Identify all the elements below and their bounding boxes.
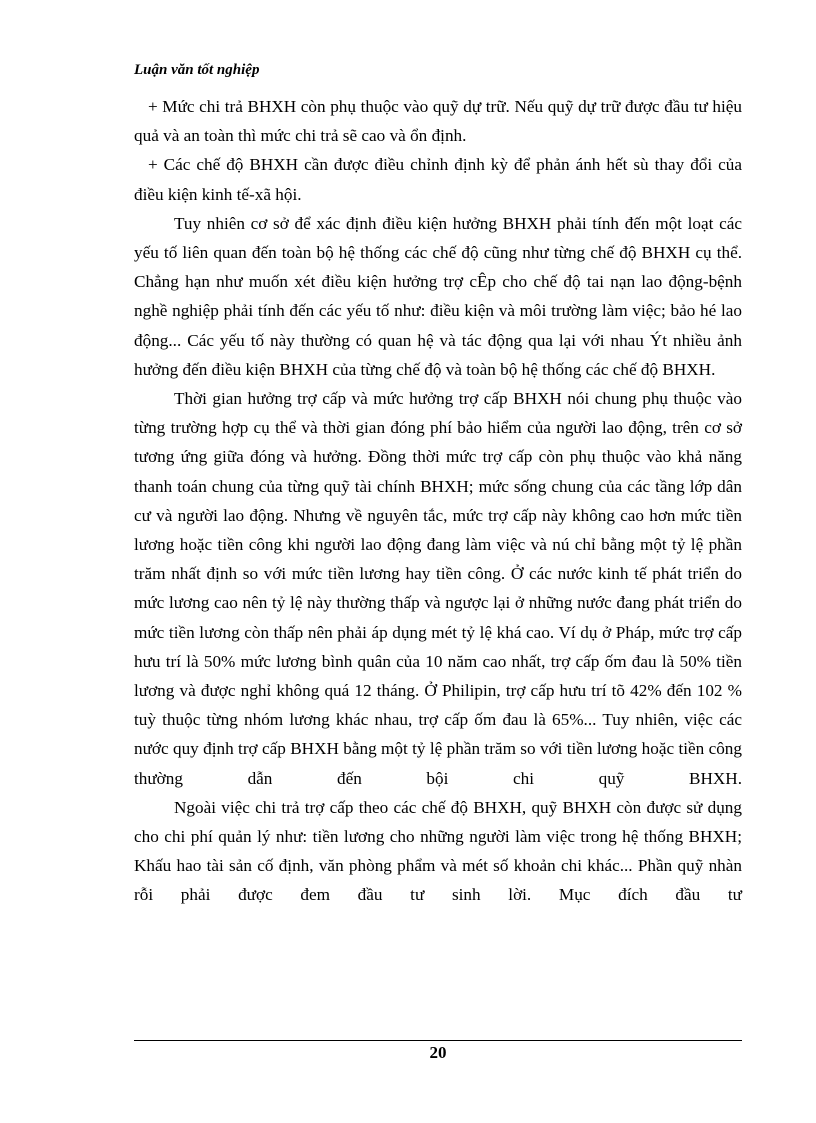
paragraph-bullet-periodic-adjustment: + Các chế độ BHXH cần được điều chỉnh định kỳ để phản ánh hết sù thay đổi của điều kiện kinh tế-xã hội. [134, 155, 742, 204]
paragraph-bullet-reserve-fund: + Mức chi trả BHXH còn phụ thuộc vào quỹ dự trữ. Nếu quỹ dự trữ được đầu tư hiệu quả và an toàn thì mức chi trả sẽ cao và ổn định. [134, 97, 742, 146]
page-number: 20 [429, 1043, 447, 1062]
body-text [134, 92, 742, 910]
paragraph-eligibility-basis: Tuy nhiên cơ sở để xác định điều kiện hưởng BHXH phải tính đến một loạt các yếu tố liên quan đến toàn bộ hệ thống các chế độ cũng như từng chế độ BHXH cụ thể. Chẳng hạn như muốn xét điều kiện hưởng trợ cÊp cho chế độ tai nạn lao động-bệnh nghề nghiệp phải tính đến các yếu tố như: điều kiện và môi trường làm việc; bảo hé lao động... Các yếu tố này thường có quan hệ và tác động qua lại với nhau Ýt nhiều ảnh hưởng đến điều kiện BHXH của từng chế độ và toàn bộ hệ thống các chế độ BHXH. [134, 213, 742, 379]
paragraph-fund-usage: Ngoài việc chi trả trợ cấp theo các chế độ BHXH, quỹ BHXH còn được sử dụng cho chi phí quản lý như: tiền lương cho những người làm việc trong hệ thống BHXH; Khấu hao tài sản cố định, văn phòng phẩm và mét số khoản chi khác... Phần quỹ nhàn rỗi phải được đem đầu tư sinh lời. Mục đích đầu tư [134, 797, 742, 905]
running-header: Luận văn tốt nghiệp [134, 62, 260, 78]
footer-divider [134, 1040, 742, 1041]
paragraph-benefit-duration-level: Thời gian hưởng trợ cấp và mức hưởng trợ cấp BHXH nói chung phụ thuộc vào từng trường hợp cụ thể và thời gian đóng phí bảo hiểm của người lao động, trên cơ sở tương ứng giữa đóng và hưởng. Đồng thời mức trợ cấp còn phụ thuộc vào khả năng thanh toán chung của từng quỹ tài chính BHXH; mức sống chung của các tầng lớp dân cư và người lao động. Nhưng về nguyên tắc, mức trợ cấp này không cao hơn mức tiền lương hoặc tiền công khi người lao động đang làm việc và nú chỉ bằng một tỷ lệ phần trăm nhất định so với mức tiền lương hay tiền công. Ở các nước kinh tế phát triển do mức lương cao nên tỷ lệ này thường thấp và ngược lại ở những nước đang phát triển do mức tiền lương còn thấp nên phải áp dụng mét tỷ lệ khá cao. Ví dụ ở Pháp, mức trợ cấp hưu trí là 50% mức lương bình quân của 10 năm cao nhất, trợ cấp ốm đau là 50% tiền lương và được nghỉ không quá 12 tháng. Ở Philipin, trợ cấp hưu trí tõ 42% đến 102 % tuỳ thuộc từng nhóm lương khác nhau, trợ cấp ốm đau là 65%... Tuy nhiên, việc các nước quy định trợ cấp BHXH bằng một tỷ lệ phần trăm so với tiền lương hoặc tiền công thường dẫn đến bội chi quỹ BHXH. [134, 389, 742, 788]
